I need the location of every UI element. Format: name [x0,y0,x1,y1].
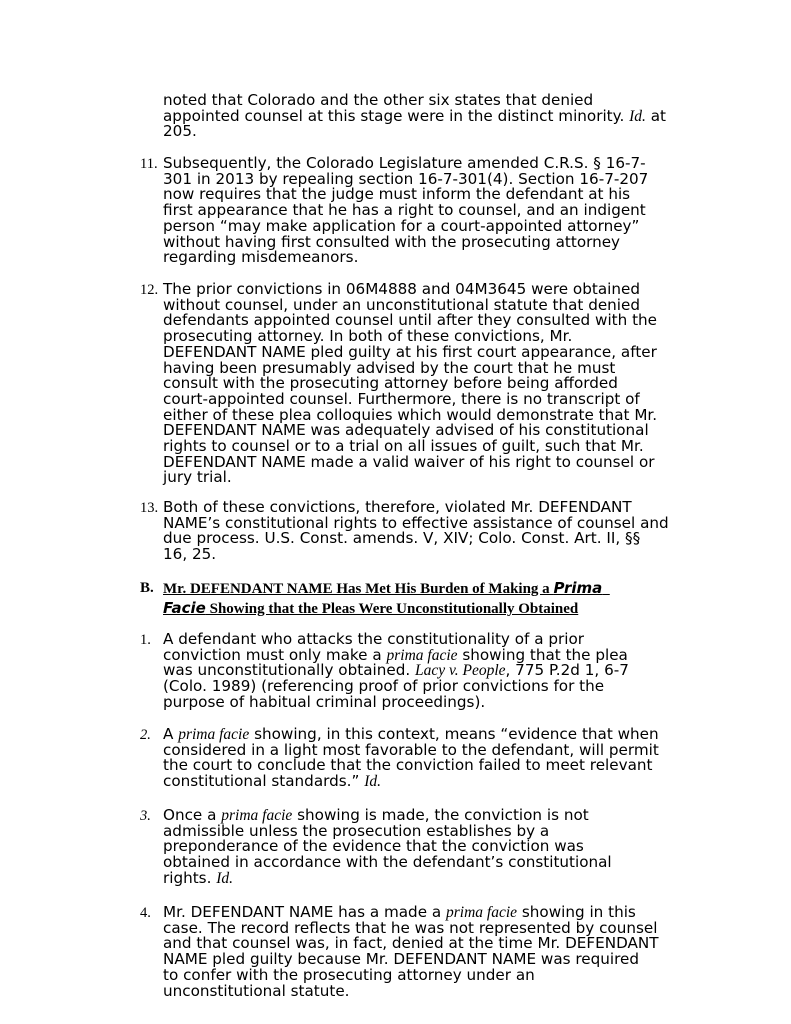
paragraph-number: 2. [140,727,151,743]
text-line: preponderance of the evidence that the conviction was [163,837,584,856]
text-line: NAME’s constitutional rights to effective assistance of counsel and [163,513,669,532]
paragraph-number: 1. [140,632,151,648]
citation-id: Id. [629,107,646,125]
text-line: case. The record reflects that he was not represented by counsel [163,918,658,937]
text-line: A prima facie showing, in this context, means “evidence that when [163,725,659,743]
text-line: Subsequently, the Colorado Legislature amended C.R.S. § 16-7- [163,154,646,172]
paragraph-number: 13. [140,500,159,516]
text-line: rights to counsel or to a trial on all issues of guilt, such that Mr. [163,437,644,456]
text-line: the court to conclude that the conviction failed to meet relevant [163,756,653,775]
text-line: without having first consulted with the prosecuting attorney [163,232,621,251]
text-line: DEFENDANT NAME made a valid waiver of his right to counsel or [163,452,655,471]
text-line: having been presumably advised by the court that he must [163,358,616,377]
text-line: jury trial. [163,468,232,487]
paragraph-b1 [163,632,703,711]
text-line: appointed counsel at this stage were in the distinct minority. Id. at [163,106,666,125]
text-line: constitutional standards.” Id. [163,772,381,791]
section-heading [163,579,683,619]
text-line: now requires that the judge must inform the defendant at his [163,185,631,204]
text-line: DEFENDANT NAME pled guilty at his first court appearance, after [163,342,657,361]
paragraph-13 [163,500,703,563]
text-line: was unconstitutionally obtained. Lacy v. People, 775 P.2d 1, 6-7 [163,661,629,680]
text-line: Mr. DEFENDANT NAME has a made a prima facie showing in this [163,903,636,921]
case-citation: Lacy v. People [415,662,506,680]
text-line: to confer with the prosecuting attorney under an [163,965,535,984]
text-line: The prior convictions in 06M4888 and 04M3645 were obtained [163,280,640,298]
text-line: due process. U.S. Const. amends. V, XIV; Colo. Const. Art. II, §§ [163,529,641,548]
text-line: 301 in 2013 by repealing section 16-7-301(4). Section 16-7-207 [163,169,649,188]
text-line: consult with the prosecuting attorney before being afforded [163,374,618,393]
paragraph-number: 3. [140,808,151,824]
paragraph-b2 [163,727,703,790]
text-line: either of these plea colloquies which would demonstrate that Mr. [163,405,658,424]
text-line: purpose of habitual criminal proceedings). [163,692,486,711]
text-line: considered in a light most favorable to the defendant, will permit [163,740,659,759]
text-line: conviction must only make a prima facie showing that the plea [163,645,628,664]
text-line: obtained in accordance with the defendant’s constitutional [163,853,612,872]
text-line: (Colo. 1989) (referencing proof of prior convictions for the [163,677,605,696]
paragraph-11 [163,156,703,266]
text-line: admissible unless the prosecution establishes by a [163,821,550,840]
text-line: regarding misdemeanors. [163,248,359,267]
text-line: prosecuting attorney. In both of these convictions, Mr. [163,327,573,346]
text-line: NAME pled guilty because Mr. DEFENDANT NAME was required [163,950,640,969]
text-line: Both of these convictions, therefore, violated Mr. DEFENDANT [163,498,632,516]
text-line: without counsel, under an unconstitutional statute that denied [163,295,641,314]
paragraph-b4 [163,905,703,999]
text-line: A defendant who attacks the constitutionality of a prior [163,630,584,648]
text-line: and that counsel was, in fact, denied at the time Mr. DEFENDANT [163,934,659,953]
heading-line: Mr. DEFENDANT NAME Has Met His Burden of Making a Prima [163,579,603,597]
paragraph-number: 12. [140,282,159,298]
section-letter: B. [140,580,154,596]
text-line: first appearance that he has a right to counsel, and an indigent [163,201,646,220]
paragraph-number: 11. [140,156,158,172]
text-line: court-appointed counsel. Furthermore, there is no transcript of [163,389,640,408]
paragraph-12 [163,282,703,486]
paragraph-number: 4. [140,905,151,921]
text-line: Once a prima facie showing is made, the conviction is not [163,806,589,824]
text-line: unconstitutional statute. [163,981,350,1000]
heading-line: Facie Showing that the Pleas Were Unconstitutionally Obtained [163,599,579,617]
paragraph-b3 [163,808,703,887]
text-line: DEFENDANT NAME was adequately advised of his constitutional [163,421,649,440]
text-line: rights. Id. [163,868,234,887]
text-line: 205. [163,122,197,141]
text-line: person “may make application for a court-appointed attorney” [163,216,640,235]
text-line: noted that Colorado and the other six states that denied [163,91,594,109]
carryover-paragraph [163,93,703,140]
text-line: 16, 25. [163,545,217,564]
text-line: defendants appointed counsel until after they consulted with the [163,311,657,330]
